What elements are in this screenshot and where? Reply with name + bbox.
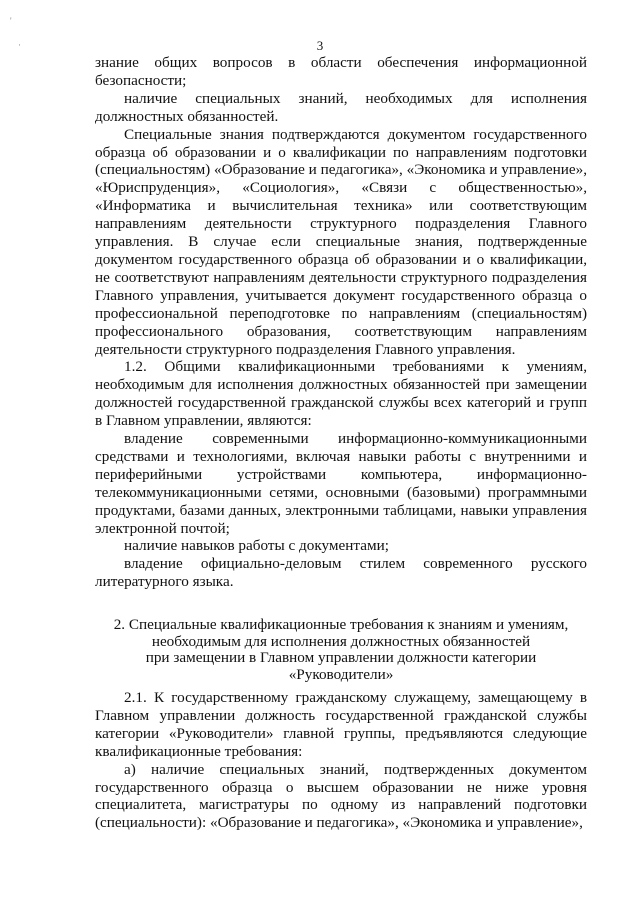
paragraph-ict-skills: владение современными информационно-коммуникационными средствами и технологиями, включая навыки работы с внутренними и периферийными устройствами компьютера, информационно-телекоммуникационными сетями, основными (базовыми) программными продуктами, базами данных, электронными таблицами, навыки управления электронной почтой; [95, 430, 587, 537]
section-heading-line-1: 2. Специальные квалификационные требования к знаниям и умениям, [113, 616, 569, 633]
scan-mark-top: ' [10, 16, 12, 26]
paragraph-head-group-requirements: 2.1. К государственному гражданскому служащему, замещающему в Главном управлении должность государственной гражданской службы категории «Руководители» главной группы, предъявляются следующие квалификационные требования: [95, 689, 587, 760]
body-text-top [95, 54, 587, 591]
paragraph-business-style: владение официально-деловым стилем современного русского литературного языка. [95, 555, 587, 591]
page-number: 3 [316, 38, 324, 53]
section-heading-line-3: при замещении в Главном управлении должности категории [145, 649, 537, 666]
body-text-bottom [95, 689, 587, 832]
paragraph-infosec-knowledge: знание общих вопросов в области обеспечения информационной безопасности; [95, 54, 587, 89]
paragraph-higher-education: а) наличие специальных знаний, подтвержденных документом государственного образца о высшем образовании не ниже уровня специалитета, магистратуры по одному из направлений подготовки (специальности): «Образование и педагогика», «Экономика и управление», [95, 760, 587, 832]
paragraph-document-skills: наличие навыков работы с документами; [124, 537, 389, 555]
paragraph-special-knowledge: наличие специальных знаний, необходимых для исполнения должностных обязанностей. [95, 89, 587, 125]
paragraph-general-skills: 1.2. Общими квалификационными требованиями к умениям, необходимым для исполнения должностных обязанностей при замещении должностей государственной гражданской службы всех категорий и групп в Главном управлении, являются: [95, 358, 587, 430]
section-heading-line-2: необходимым для исполнения должностных обязанностей [151, 632, 531, 650]
section-heading-line-4: «Руководители» [288, 665, 394, 683]
scan-mark-left: · [18, 40, 21, 50]
section-heading [95, 617, 587, 683]
paragraph-education-document: Специальные знания подтверждаются документом государственного образца об образовании и о квалификации по направлениям подготовки (специальностям) «Образование и педагогика», «Экономика и управление», «Юриспруденция», «Социология», «Связи с общественностью», «Информатика и вычислительная техника» или соответствующим направлениям деятельности структурного подразделения Главного управления. В случае если специальные знания, подтвержденные документом государственного образца об образовании и о квалификации, не соответствуют направлениям деятельности структурного подразделения Главного управления, учитывается документ государственного образца о профессиональной переподготовке по направлениям (специальностям) профессионального образования, соответствующим направлениям деятельности структурного подразделения Главного управления. [95, 125, 587, 358]
